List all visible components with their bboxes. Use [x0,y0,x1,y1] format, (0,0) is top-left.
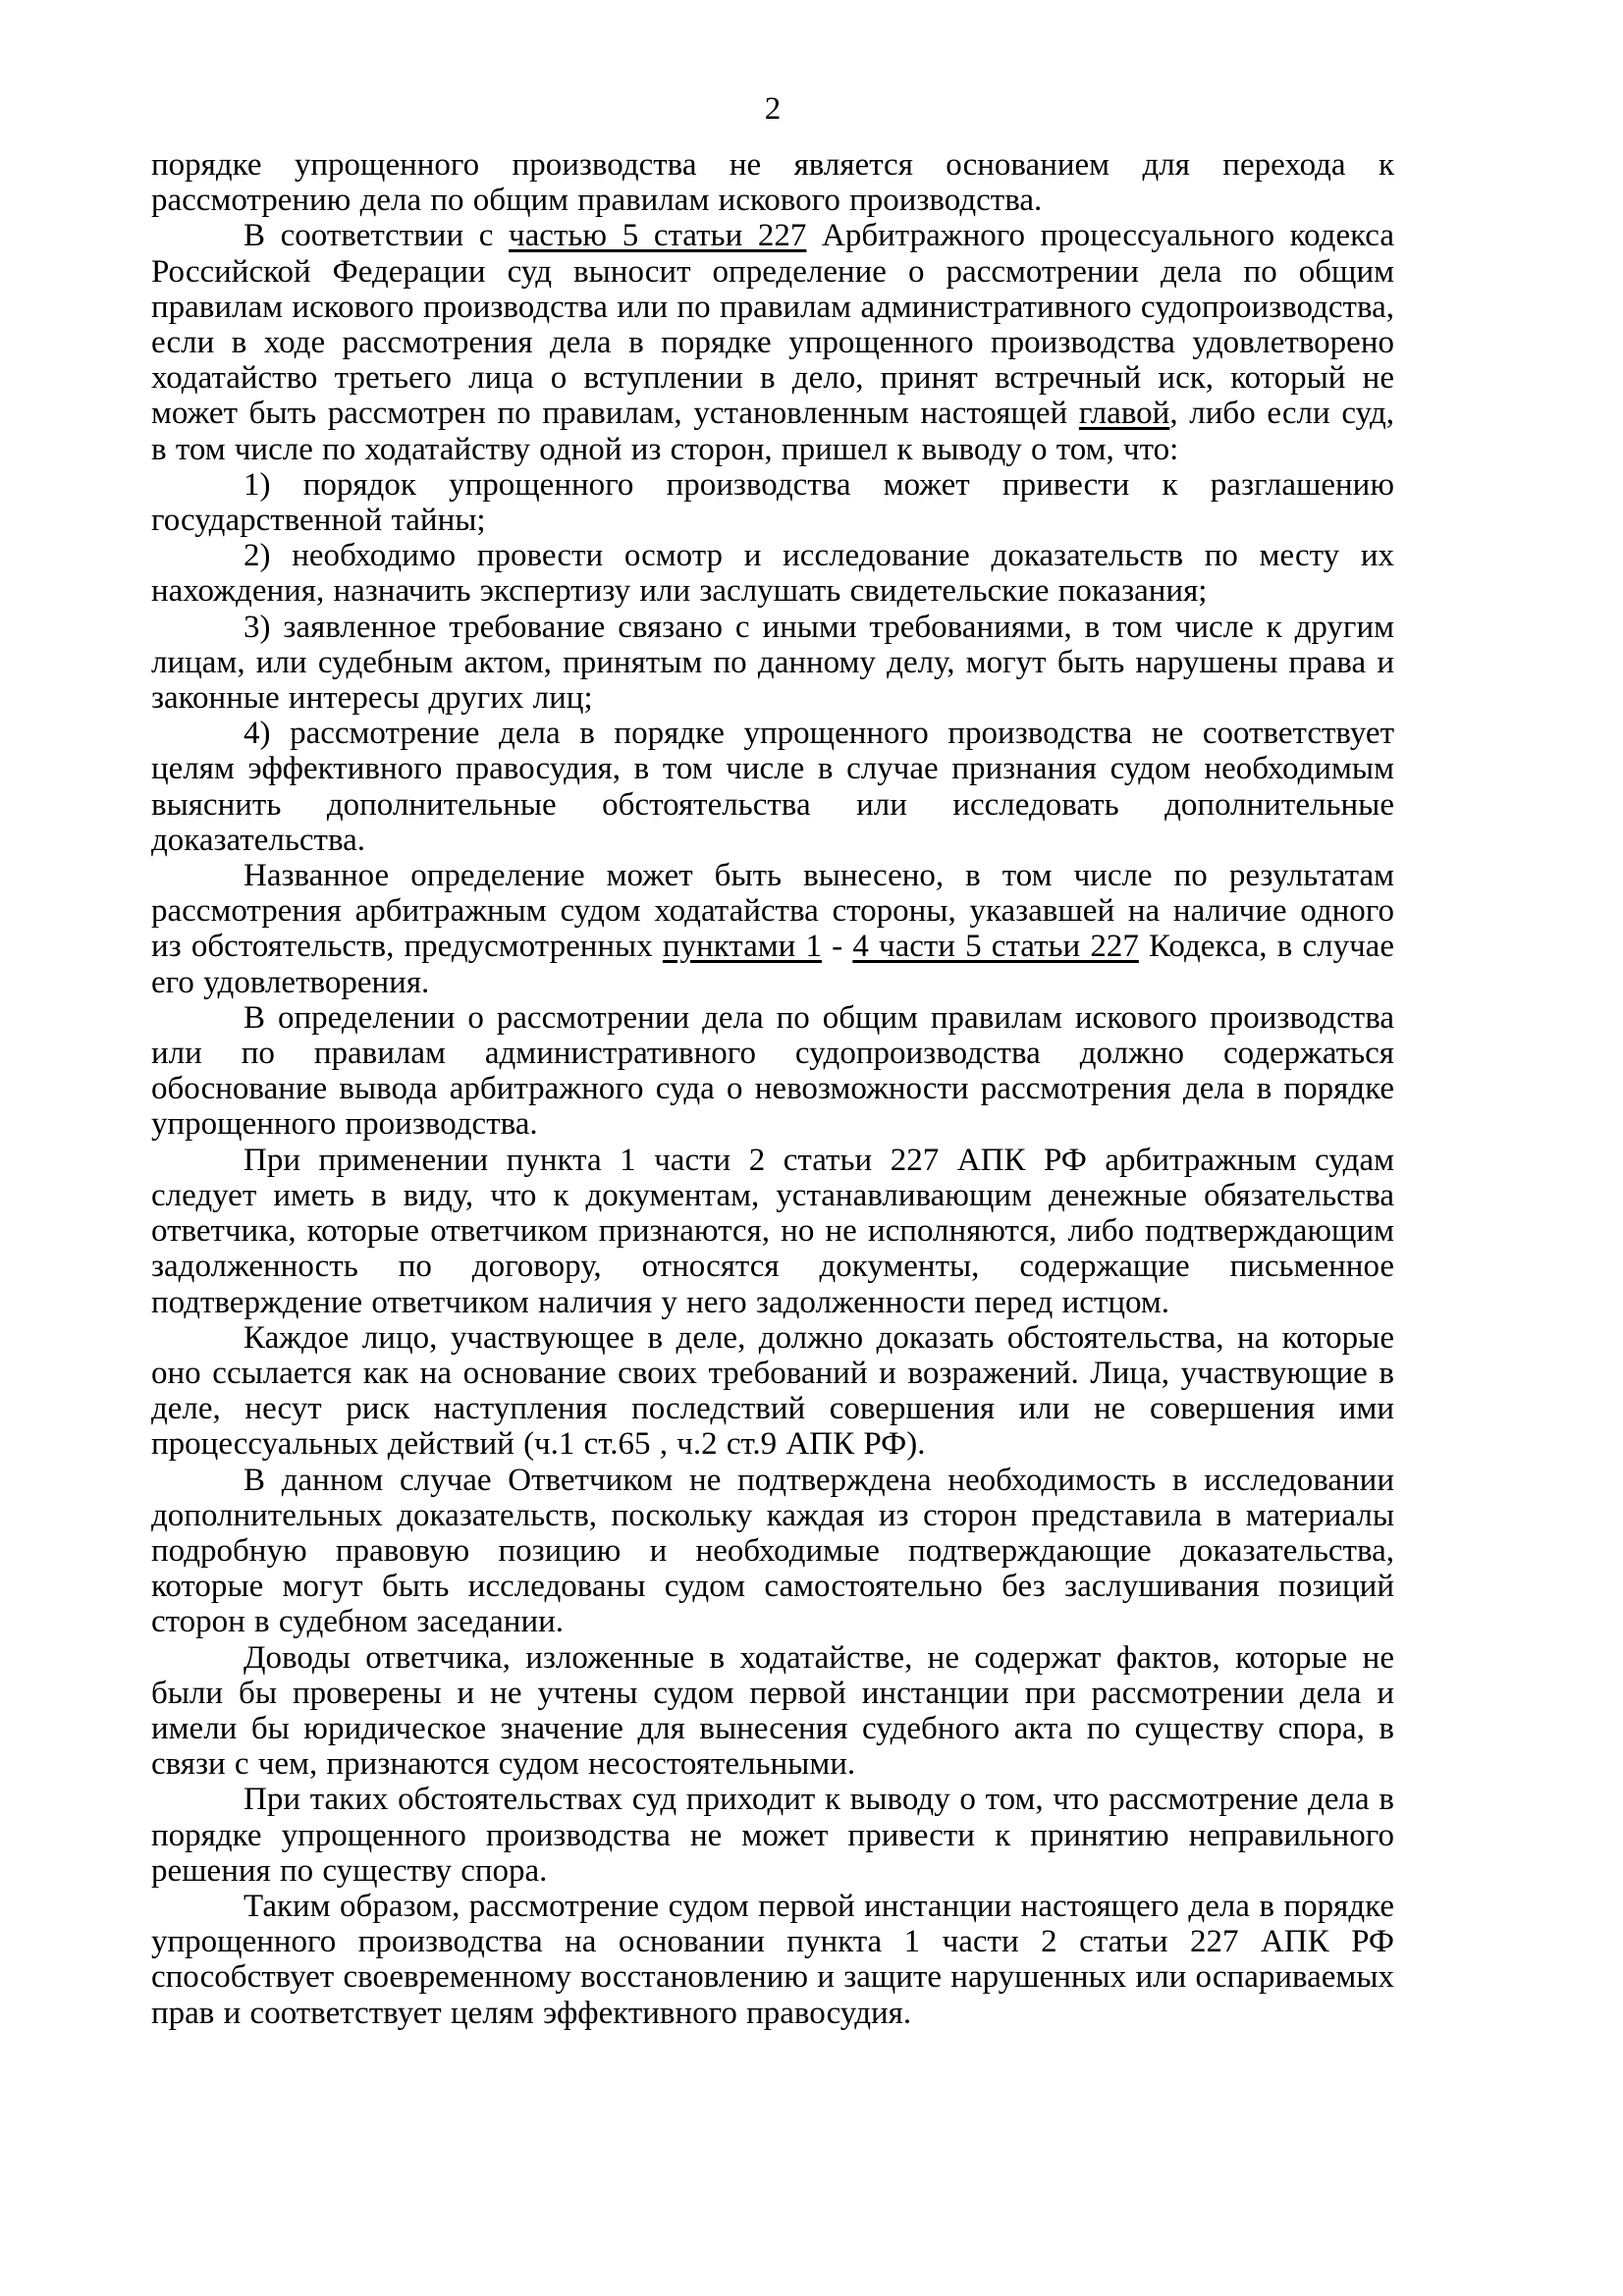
text-run: Арбитражного процессуального кодекса Российской Федерации суд выносит определение о рассмотрении дела по общим правилам искового производства или по правилам административного судопроизводства, если в ходе рассмотрения дела в порядке упрощенного производства удовлетворено ходатайство третьего лица о вступлении в дело, принят встречный иск, который не может быть рассмотрен по правилам, установленным настоящей [151,218,1395,432]
underlined-legal-reference: частью 5 статьи 227 [509,218,807,254]
paragraph [151,538,1394,609]
underlined-legal-reference: 4 части 5 статьи 227 [852,929,1139,965]
text-run: Каждое лицо, участвующее в деле, должно доказать обстоятельства, на которые оно ссылается как на основание своих требований и возражений. Лица, участвующие в деле, несут риск наступления последствий совершения или не совершения ими процессуальных действий (ч.1 ст.65 , ч.2 ст.9 АПК РФ). [151,1319,1394,1463]
paragraph [151,1000,1394,1143]
page-number: 2 [764,91,782,127]
paragraph [151,147,1394,218]
underlined-legal-reference: главой [1078,396,1170,432]
paragraph [151,716,1394,858]
text-run: Таким образом, рассмотрение судом первой инстанции настоящего дела в порядке упрощенного производства на основании пункта 1 части 2 статьи 227 АПК РФ способствует своевременному восстановлению и защите нарушенных или оспариваемых прав и соответствует целям эффективного правосудия. [151,1888,1394,2031]
text-run: 4) рассмотрение дела в порядке упрощенного производства не соответствует целям эффективного правосудия, в том числе в случае признания судом необходимым выяснить дополнительные обстоятельства или исследовать дополнительные доказательства. [151,716,1394,858]
underlined-legal-reference: пунктами 1 [662,929,822,965]
text-run: При таких обстоятельствах суд приходит к выводу о том, что рассмотрение дела в порядке упрощенного производства не может привести к принятию неправильного решения по существу спора. [151,1782,1394,1889]
text-run: 3) заявленное требование связано с иными требованиями, в том числе к другим лицам, или судебным актом, принятым по данному делу, могут быть нарушены права и законные интересы других лиц; [151,609,1394,717]
text-run: 1) порядок упрощенного производства может привести к разглашению государственной тайны; [151,466,1394,539]
text-run: - [822,929,853,965]
text-run: порядке упрощенного производства не является основанием для перехода к рассмотрению дела по общим правилам искового производства. [151,147,1394,219]
paragraph [151,1463,1394,1640]
paragraph [151,1782,1394,1889]
text-run: , либо если суд, в том числе по ходатайству одной из сторон, пришел к выводу о том, что: [151,396,1394,467]
text-run: Названное определение может быть вынесено, в том числе по результатам рассмотрения арбитражным судом ходатайства стороны, указавшей на наличие одного из обстоятельств, предусмотренных [151,858,1394,965]
paragraph [151,1320,1394,1463]
text-run: Доводы ответчика, изложенные в ходатайстве, не содержат фактов, которые не были бы проверены и не учтены судом первой инстанции при рассмотрении дела и имели бы юридическое значение для вынесения судебного акта по существу спора, в связи с чем, признаются судом несостоятельными. [151,1639,1394,1783]
paragraph [151,858,1394,1000]
paragraph [151,610,1394,717]
paragraph [151,467,1394,538]
text-run: В данном случае Ответчиком не подтверждена необходимость в исследовании дополнительных доказательств, поскольку каждая из сторон представила в материалы подробную правовую позицию и необходимые подтверждающие доказательства, которые могут быть исследованы судом самостоятельно без заслушивания позиций сторон в судебном заседании. [151,1462,1394,1640]
paragraph [151,1640,1394,1783]
text-run: В соответствии с [243,218,510,254]
text-run: Кодекса, в случае его удовлетворения. [151,929,1394,1000]
document-body [151,147,1394,2031]
paragraph [151,1889,1394,2031]
text-run: При применении пункта 1 части 2 статьи 227 АПК РФ арбитражным судам следует иметь в виду, что к документам, устанавливающим денежные обязательства ответчика, которые ответчиком признаются, но не исполняются, либо подтверждающим задолженность по договору, относятся документы, содержащие письменное подтверждение ответчиком наличия у него задолженности перед истцом. [151,1142,1394,1320]
paragraph [151,1143,1394,1320]
paragraph [151,218,1394,466]
text-run: 2) необходимо провести осмотр и исследование доказательств по месту их нахождения, назначить экспертизу или заслушать свидетельские показания; [151,538,1394,610]
text-run: В определении о рассмотрении дела по общим правилам искового производства или по правилам административного судопроизводства должно содержаться обоснование вывода арбитражного суда о невозможности рассмотрения дела в порядке упрощенного производства. [151,999,1394,1143]
